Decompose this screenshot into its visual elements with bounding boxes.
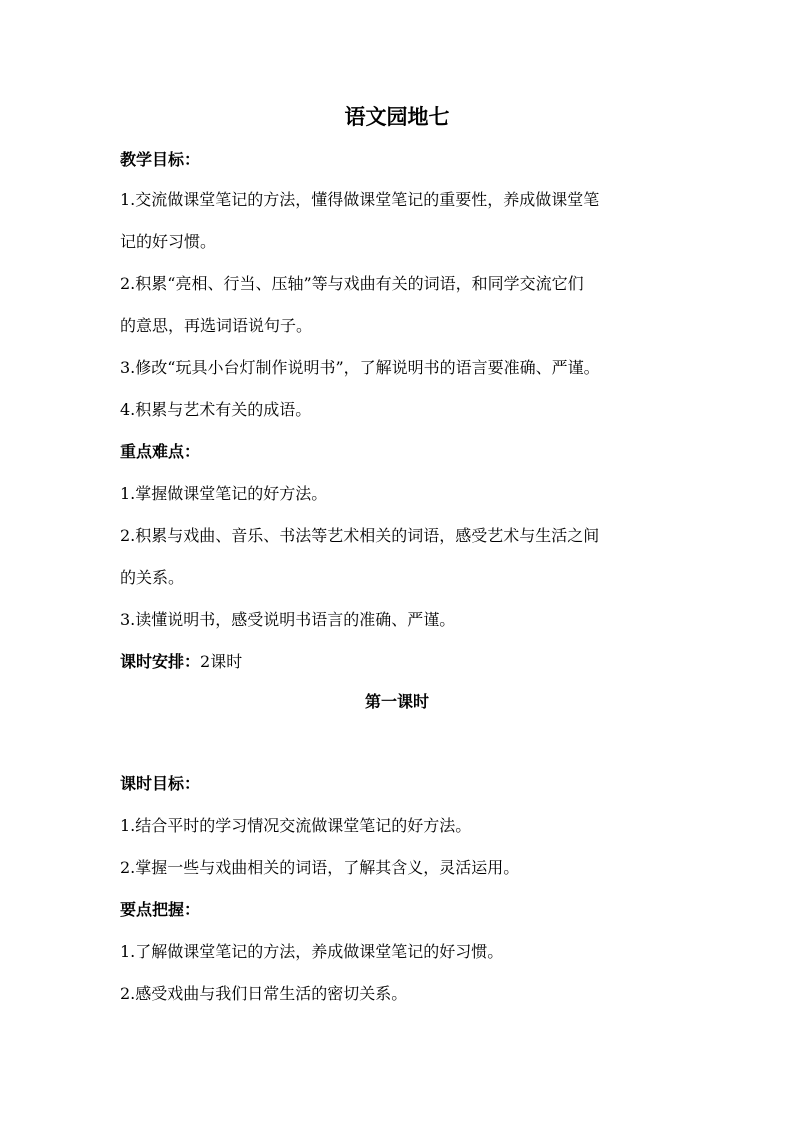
schedule-label: 课时安排： — [120, 652, 201, 671]
schedule-value: 2课时 — [200, 652, 243, 671]
document-title: 语文园地七 — [344, 104, 450, 129]
key-points-heading: 重点难点： — [120, 442, 201, 461]
objective-line: 3.修改“玩具小台灯制作说明书”，了解说明书的语言要准确、严谨。 — [120, 358, 600, 377]
objectives-heading: 教学目标： — [120, 150, 201, 169]
essential-line: 2.感受戏曲与我们日常生活的密切关系。 — [120, 984, 408, 1003]
lesson-one-title: 第一课时 — [364, 692, 429, 711]
key-point-line: 1.掌握做课堂笔记的好方法。 — [120, 484, 328, 503]
objective-line: 4.积累与艺术有关的成语。 — [120, 400, 312, 419]
lesson-goal-line: 1.结合平时的学习情况交流做课堂笔记的好方法。 — [120, 816, 472, 835]
essential-line: 1.了解做课堂笔记的方法，养成做课堂笔记的好习惯。 — [120, 942, 504, 961]
key-point-line: 3.读懂说明书，感受说明书语言的准确、严谨。 — [120, 610, 456, 629]
objective-line: 2.积累“亮相、行当、压轴”等与戏曲有关的词语，和同学交流它们 — [120, 274, 584, 293]
lesson-goal-line: 2.掌握一些与戏曲相关的词语，了解其含义，灵活运用。 — [120, 858, 520, 877]
objective-line: 的意思，再选词语说句子。 — [120, 316, 313, 335]
schedule-line — [120, 652, 680, 672]
objective-line: 记的好习惯。 — [120, 232, 217, 251]
objective-line: 1.交流做课堂笔记的方法，懂得做课堂笔记的重要性，养成做课堂笔 — [120, 190, 600, 209]
key-point-line: 2.积累与戏曲、音乐、书法等艺术相关的词语，感受艺术与生活之间 — [120, 526, 600, 545]
lesson-goals-heading: 课时目标： — [120, 774, 201, 793]
key-point-line: 的关系。 — [120, 568, 185, 587]
essentials-heading: 要点把握： — [120, 900, 201, 919]
